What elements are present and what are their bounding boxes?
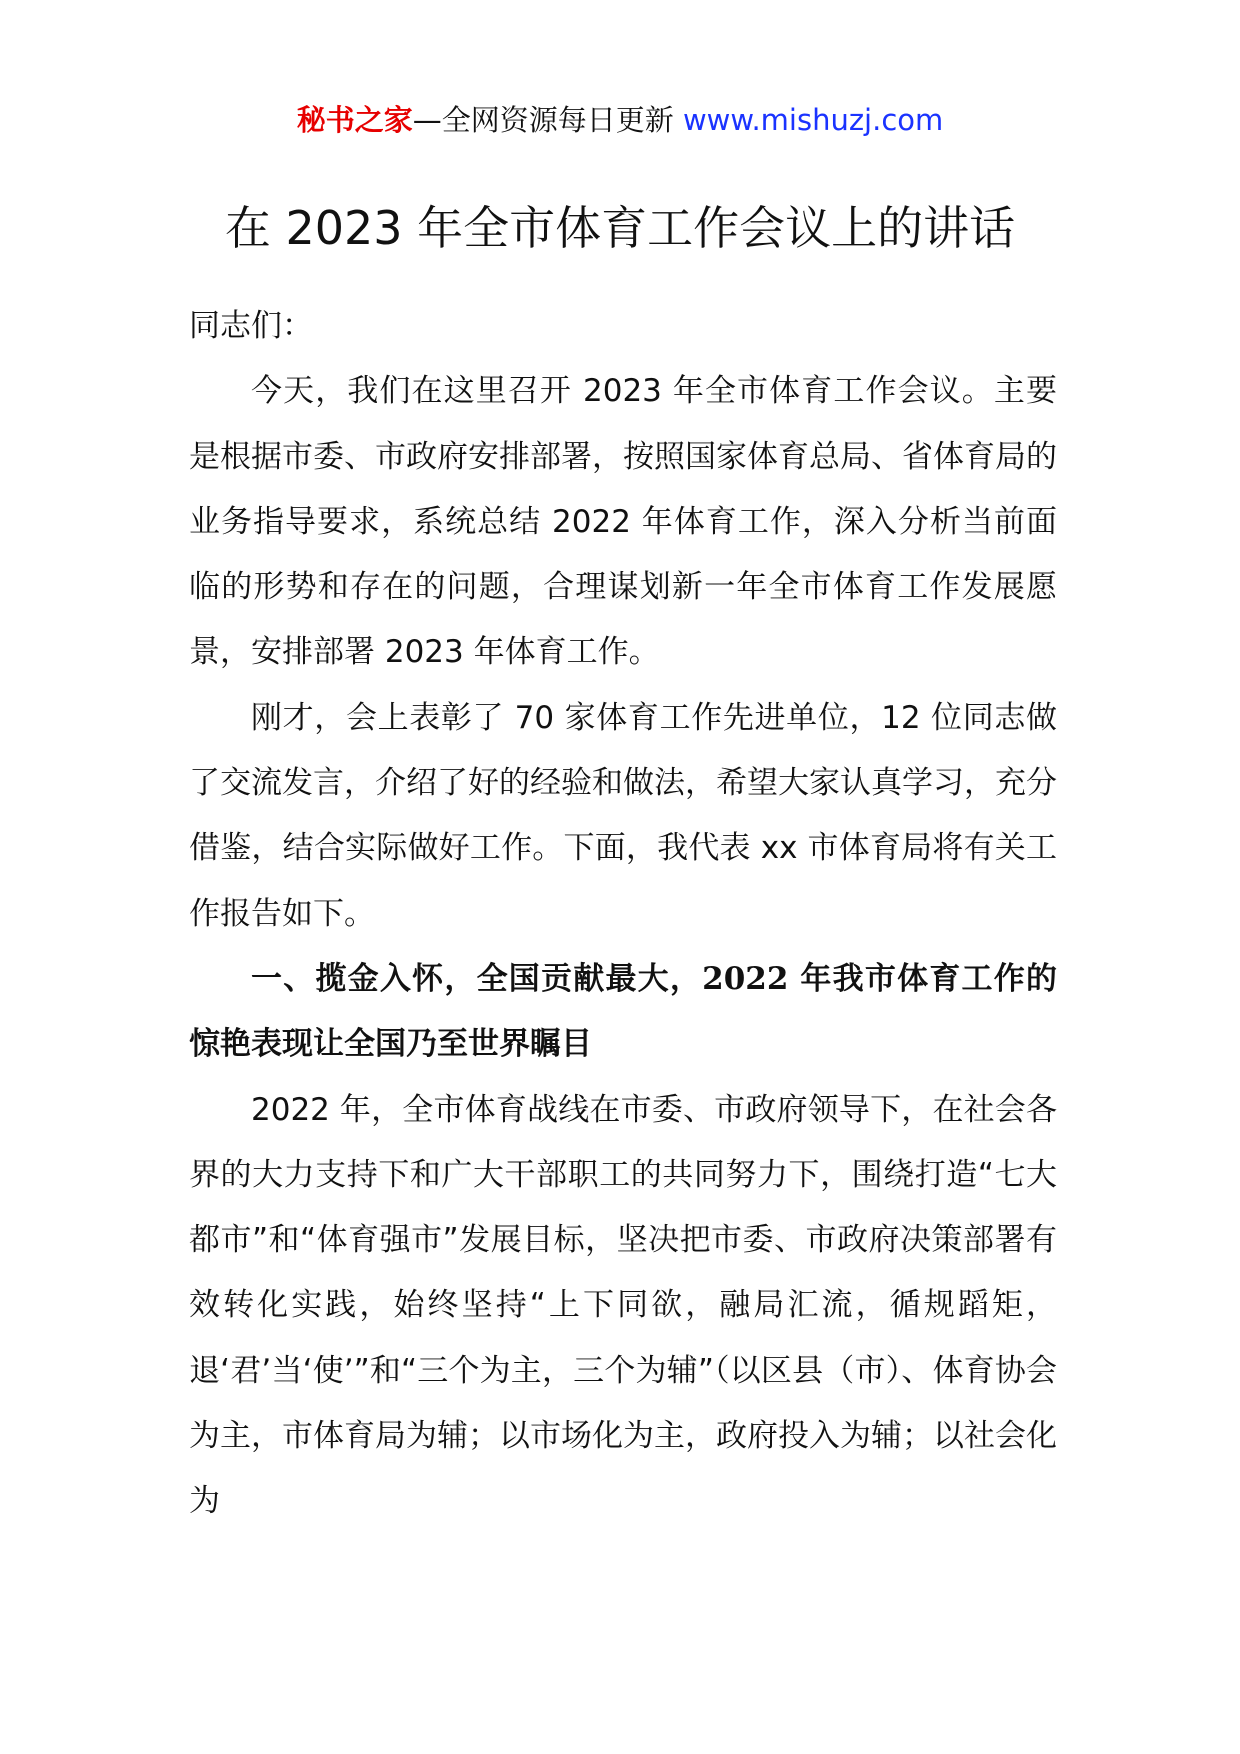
document-title: 在 2023 年全市体育工作会议上的讲话 (224, 201, 1016, 255)
header-tagline: —全网资源每日更新 (412, 103, 674, 137)
paragraph-opening: 今天，我们在这里召开 2023 年全市体育工作会议。主要是根据市委、市政府安排部署，按照国家体育总局、省体育局的业务指导要求，系统总结 2022 年体育工作，深入分析当前面临的形势和存在的问题，合理谋划新一年全市体育工作发展愿景，安排部署 2023 年体育工作。 (189, 373, 1057, 671)
document-body (189, 294, 1057, 1535)
brand-name: 秘书之家 (296, 103, 413, 137)
section-heading: 一、揽金入怀，全国贡献最大，2022 年我市体育工作的惊艳表现让全国乃至世界瞩目 (189, 960, 1057, 1063)
section-paragraph: 2022 年，全市体育战线在市委、市政府领导下，在社会各界的大力支持下和广大干部职工的共同努力下，围绕打造“七大都市”和“体育强市”发展目标，坚决把市委、市政府决策部署有效转化实践，始终坚持“上下同欲，融局汇流，循规蹈矩，退‘君’当‘使’”和“三个为主，三个为辅”（以区县（市）、体育协会为主，市体育局为辅；以市场化为主，政府投入为辅；以社会化为 (189, 1091, 1057, 1520)
paragraph-commendation: 刚才，会上表彰了 70 家体育工作先进单位，12 位同志做了交流发言，介绍了好的经验和做法，希望大家认真学习，充分借鉴，结合实际做好工作。下面，我代表 xx 市体育局将有关工作报告如下。 (189, 699, 1057, 932)
site-url-link[interactable]: www.mishuzj.com (682, 103, 944, 137)
site-header (0, 98, 1240, 142)
salutation: 同志们： (189, 308, 313, 344)
